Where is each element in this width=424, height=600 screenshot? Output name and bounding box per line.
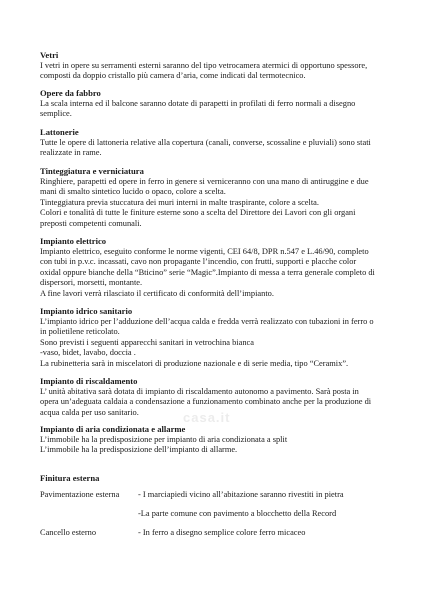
body-line: La rubinetteria sarà in miscelatori di produzione nazionale e di serie media, tipo “Ceramix”. — [40, 358, 349, 368]
body-line: semplice. — [40, 109, 72, 119]
section-title: Lattonerie — [40, 127, 79, 137]
body-line: mani di smalto sintetico lucido o opaco, colore a scelta. — [40, 187, 226, 197]
body-line: acqua calda per uso sanitario. — [40, 407, 139, 417]
section-finitura-esterna — [40, 473, 388, 484]
body-line: realizzate in rame. — [40, 148, 102, 158]
section-title: Vetri — [40, 50, 59, 60]
body-line: L’impianto idrico per l’adduzione dell’acqua calda e fredda verrà realizzato con tubazioni in ferro o — [40, 317, 374, 326]
section-aria-condizionata — [40, 424, 388, 456]
section-title: Impianto di riscaldamento — [40, 376, 138, 386]
section-body — [40, 317, 388, 369]
body-line: I vetri in opere su serramenti esterni saranno del tipo vetrocamera atermici di opportuno spessore, — [40, 61, 368, 70]
section-title: Finitura esterna — [40, 473, 100, 483]
finish-row-text: -La parte comune con pavimento a blocchetto della Record — [138, 509, 337, 518]
body-line: dispersori, morsetti, montante. — [40, 278, 143, 288]
body-line: Impianto elettrico, eseguito conforme le norme vigenti, CEI 64/8, DPR n.547 e L.46/90, completo — [40, 247, 369, 256]
body-line: Colori e tonalità di tutte le finiture esterne sono a scelta del Direttore dei Lavori con gli organi — [40, 208, 356, 218]
section-title: Impianto elettrico — [40, 236, 107, 246]
section-body — [40, 99, 388, 120]
body-line: A fine lavori verrà rilasciato il certificato di conformità dell’impianto. — [40, 288, 274, 298]
body-line: L’immobile ha la predisposizione dell’impianto di allarme. — [40, 445, 238, 455]
section-body — [40, 138, 388, 159]
body-line: Ringhiere, parapetti ed opere in ferro in genere si verniceranno con una mano di antiruggine e due — [40, 177, 369, 186]
section-impianto-elettrico — [40, 236, 388, 299]
body-line: Tutte le opere di lattoneria relative alla copertura (canali, converse, scossaline e pluviali) sono stati — [40, 138, 371, 147]
section-body — [40, 61, 388, 82]
section-title: Tinteggiatura e verniciatura — [40, 166, 144, 176]
finish-row-label: Cancello esterno — [40, 528, 97, 537]
section-body — [40, 177, 388, 229]
section-vetri — [40, 50, 388, 82]
body-line: Tinteggiatura previa stuccatura dei muri interni in malte traspirante, colore a scelta. — [40, 197, 319, 207]
section-lattonerie — [40, 127, 388, 159]
body-line: oxidal oppure bianche della “Bticino” serie “Magic”.Impianto di messa a terra generale completo di — [40, 267, 375, 277]
watermark: casa.it — [183, 410, 231, 425]
finish-row-text: - I marciapiedi vicino all’abitazione saranno rivestiti in pietra — [138, 490, 344, 499]
body-line: Sono previsti i seguenti apparecchi sanitari in vetrochina bianca — [40, 337, 254, 347]
section-title: Impianto idrico sanitario — [40, 306, 133, 316]
body-line: L’immobile ha la predisposizione per impianto di aria condizionata a split — [40, 435, 288, 444]
body-line: La scala interna ed il balcone saranno dotate di parapetti in profilati di ferro normali a disegno — [40, 99, 356, 108]
body-line: in polietilene reticolato. — [40, 327, 120, 337]
section-body — [40, 435, 388, 456]
section-opere-da-fabbro — [40, 88, 388, 120]
body-line: L’ unità abitativa sarà dotata di impianto di riscaldamento autonomo a pavimento. Sarà posta in — [40, 387, 359, 396]
section-title: Opere da fabbro — [40, 88, 101, 98]
section-title: Impianto di aria condizionata e allarme — [40, 424, 186, 434]
section-body — [40, 247, 388, 299]
body-line: composti da doppio cristallo più camera d’aria, come indicati dal termotecnico. — [40, 71, 306, 81]
finish-row-label: Pavimentazione esterna — [40, 490, 120, 499]
body-line: con tubi in p.v.c. incassati, cavo non propagante l’incendio, con frutti, supporti e placche color — [40, 257, 357, 267]
body-line: -vaso, bidet, lavabo, doccia . — [40, 348, 136, 358]
section-tinteggiatura — [40, 166, 388, 229]
section-impianto-idrico — [40, 306, 388, 369]
body-line: opera un’adeguata caldaia a condensazione a funzionamento combinato anche per la produzione di — [40, 397, 372, 407]
finish-row-text: - In ferro a disegno semplice colore ferro micaceo — [138, 528, 306, 537]
body-line: preposti competenti comunali. — [40, 218, 142, 228]
